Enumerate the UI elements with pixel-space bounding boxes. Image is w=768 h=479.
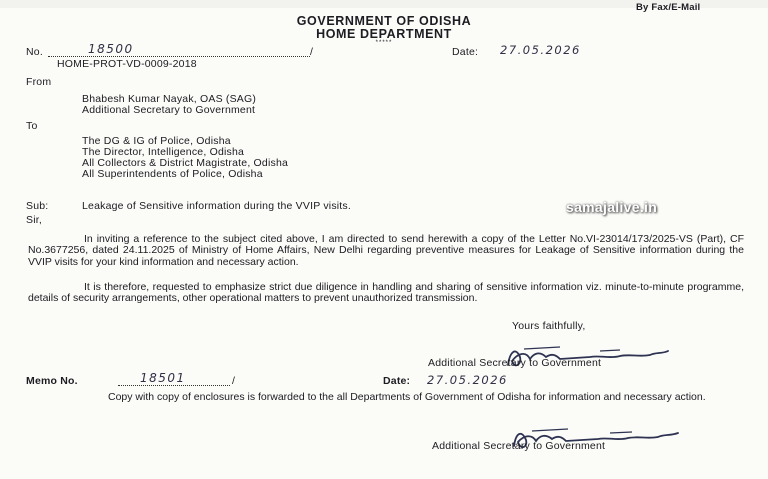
memo-no-line (118, 385, 230, 386)
signature-1-designation: Additional Secretary to Government (428, 357, 602, 369)
letter-no-suffix: / (310, 46, 314, 58)
recipient-3: All Collectors & District Magistrate, Odisha (82, 157, 289, 169)
letter-reference: HOME-PROT-VD-0009-2018 (57, 58, 197, 70)
letter-date-handwritten: 27.05.2026 (500, 43, 581, 57)
closing: Yours faithfully, (512, 320, 586, 332)
memo-date-handwritten: 27.05.2026 (427, 373, 508, 387)
body-paragraph-1: In inviting a reference to the subject cited above, I am directed to send herewith a copy of the Letter No.VI-23014/173/2025-VS (Part), CF No.3677256, dated 24.11.2025 of Ministry of Home Affairs, New Delhi regarding preventive measures for Leakage of Sensitive information during the VVIP visits for your kind information and necessary action. (28, 233, 744, 268)
memo-date-label: Date: (383, 375, 411, 387)
from-designation: Additional Secretary to Government (82, 104, 256, 116)
subject-label: Sub: (26, 200, 49, 212)
signature-2-designation: Additional Secretary to Government (432, 440, 606, 452)
watermark-logo: samajalive.in (566, 199, 658, 215)
recipient-1: The DG & IG of Police, Odisha (82, 135, 231, 147)
letter-date-label: Date: (452, 46, 479, 58)
letter-no-handwritten: 18500 (88, 42, 134, 56)
delivery-mode: By Fax/E-Mail (636, 2, 701, 13)
header-stars: ***** (375, 40, 393, 46)
memo-no-handwritten: 18501 (140, 371, 186, 385)
to-label: To (26, 120, 38, 132)
from-label: From (26, 76, 52, 88)
from-name: Bhabesh Kumar Nayak, OAS (SAG) (82, 93, 257, 105)
body-paragraph-2: It is therefore, requested to emphasize strict due diligence in handling and sharing of sensitive information viz. minute-to-minute programme, details of security arrangements, other operational matters to prevent unauthorized transmission. (28, 281, 744, 305)
subject-text: Leakage of Sensitive information during the VVIP visits. (82, 200, 351, 212)
letter-no-label: No. (26, 46, 43, 58)
salutation: Sir, (26, 214, 42, 226)
header-department: HOME DEPARTMENT (316, 27, 452, 41)
memo-text: Copy with copy of enclosures is forwarded to the all Departments of Government of Odisha for information and necessary action. (108, 391, 706, 403)
letter-no-line (48, 56, 310, 57)
header-government: GOVERNMENT OF ODISHA (296, 14, 472, 28)
recipient-4: All Superintendents of Police, Odisha (82, 168, 263, 180)
memo-no-suffix: / (232, 375, 236, 387)
memo-label: Memo No. (26, 375, 78, 387)
recipient-2: The Director, Intelligence, Odisha (82, 146, 245, 158)
